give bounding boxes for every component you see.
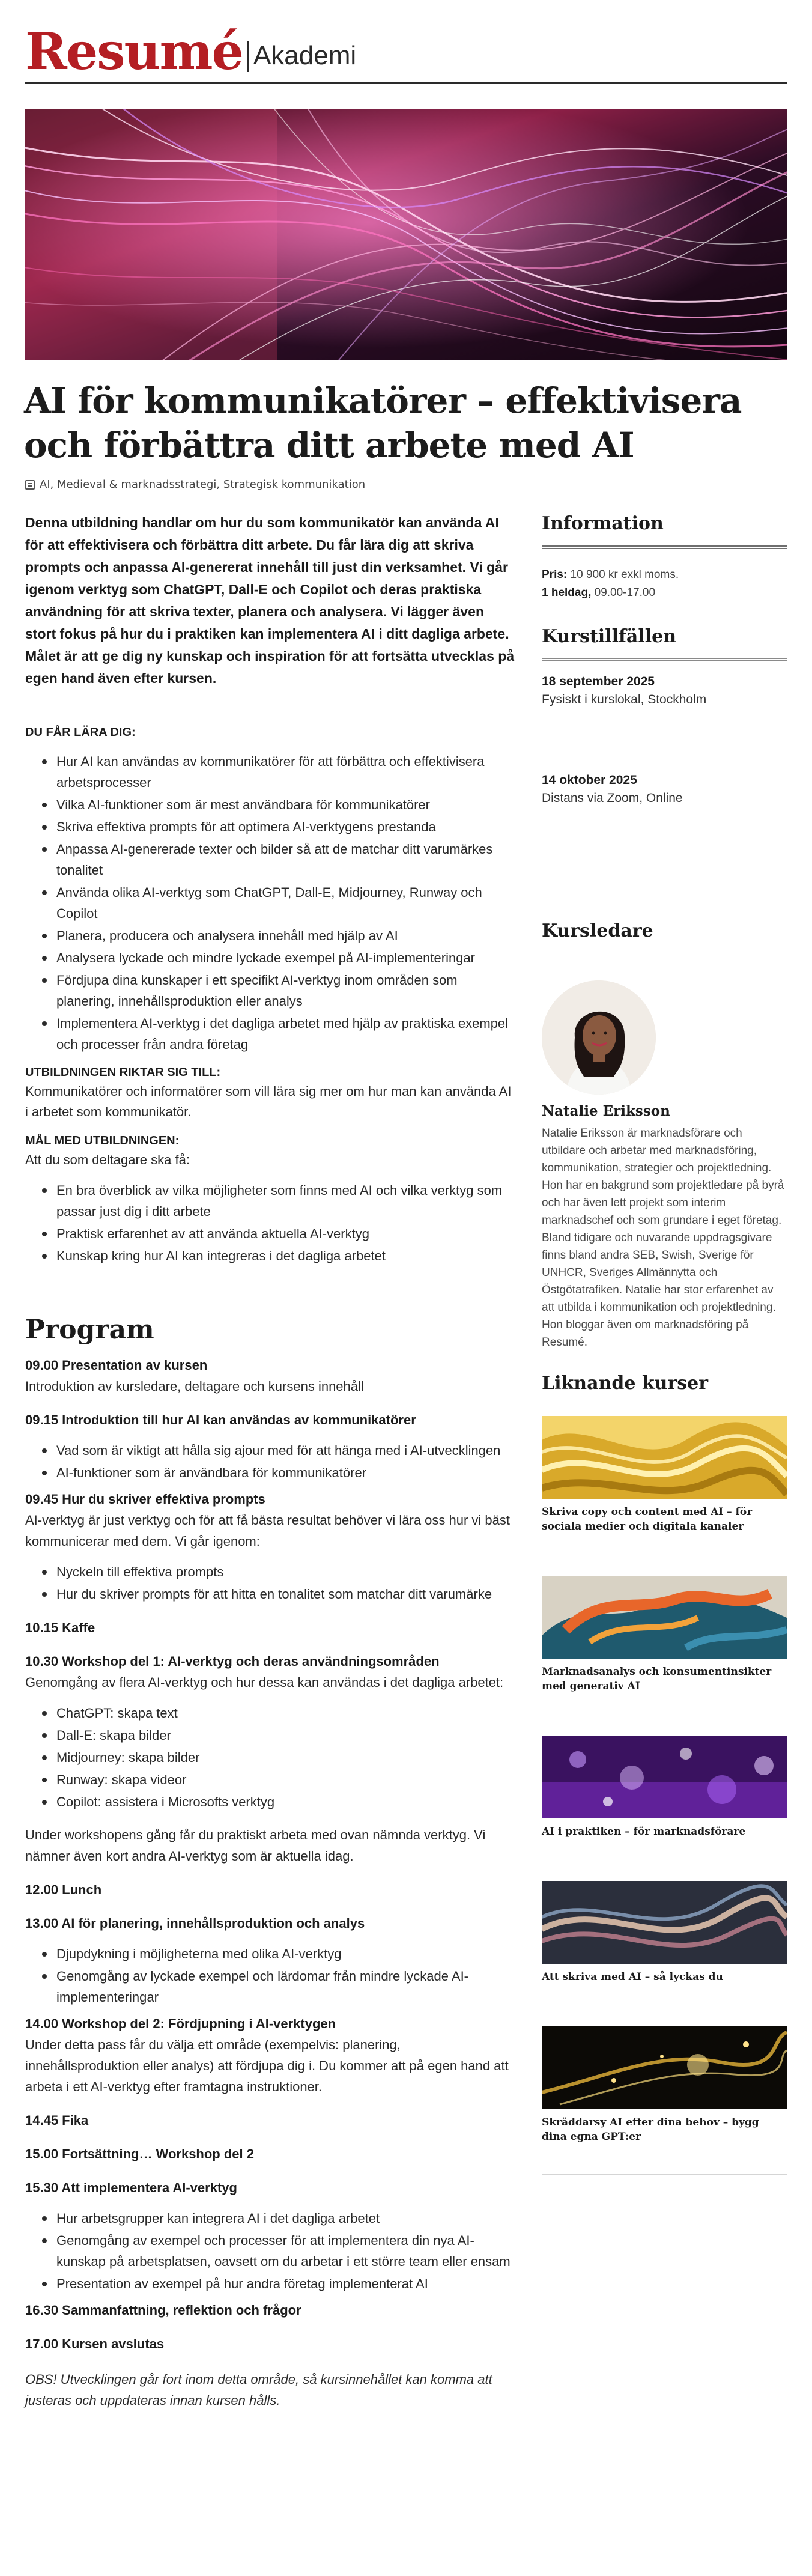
sidebar-divider [542,2174,787,2175]
list-item: Planera, producera och analysera innehåll med hjälp av AI [56,925,518,946]
program-slot-time: 15.00 Fortsättning… Workshop del 2 [25,2146,254,2161]
logo-resume: Resumé [25,22,243,81]
course-thumbnail [542,2026,787,2109]
list-item: Använda olika AI-verktyg som ChatGPT, Dall-E, Midjourney, Runway och Copilot [56,882,518,924]
occasions-section [542,625,787,807]
list-item: Nyckeln till effektiva prompts [56,1561,518,1582]
program-slot-list [25,1561,518,1605]
price-value: 10 900 kr exkl moms. [570,568,679,581]
learn-heading: DU FÅR LÄRA DIG: [25,726,136,739]
target-text: Kommunikatörer och informatörer som vill lära sig mer om hur man kan använda AI i arbetet som kommunikatör. [25,1084,512,1119]
leader-heading: Kursledare [542,919,787,955]
program-slot-list [25,2208,518,2294]
course-title: Att skriva med AI – så lyckas du [542,1971,723,1983]
list-item: Dall-E: skapa bilder [56,1725,518,1746]
course-thumbnail [542,1416,787,1499]
list-item: Analysera lyckade och mindre lyckade exempel på AI-implementeringar [56,947,518,968]
program-slot-desc: Genomgång av flera AI-verktyg och hur dessa kan användas i det dagliga arbetet: [25,1675,504,1690]
leader-section [542,919,787,1351]
occasion-date: 14 oktober 2025 [542,773,637,787]
leader-name: Natalie Eriksson [542,1103,670,1119]
program-slot-list [25,1440,518,1483]
list-item: Presentation av exempel på hur andra företag implementerat AI [56,2273,518,2294]
program-slot-note: Under workshopens gång får du praktiskt arbeta med ovan nämnda verktyg. Vi nämner även kort andra AI-verktyg som är aktuella idag. [25,1827,486,1864]
occasion-date: 18 september 2025 [542,675,655,688]
program-slot-time: 13.00 AI för planering, innehållsproduktion och analys [25,1916,365,1931]
program-heading: Program [25,1314,154,1345]
list-item: Fördjupa dina kunskaper i ett specifikt AI-verktyg inom områden som planering, innehållsproduktion eller analys [56,970,518,1012]
goal-text: Att du som deltagare ska få: [25,1152,190,1167]
course-title: Skriva copy och content med AI – för sociala medier och digitala kanaler [542,1506,753,1533]
list-item: Hur AI kan användas av kommunikatörer för att förbättra och effektivisera arbetsprocesser [56,751,518,793]
occasion-item[interactable] [542,673,787,709]
category-list [25,478,365,491]
list-item: ChatGPT: skapa text [56,1703,518,1724]
duration-label: 1 heldag, [542,586,592,599]
program-slot-time: 09.15 Introduktion till hur AI kan användas av kommunikatörer [25,1412,416,1427]
similar-course-card[interactable] [542,1736,787,1839]
list-item: Skriva effektiva prompts för att optimera AI-verktygens prestanda [56,816,518,837]
paint-splash-image [542,1576,787,1659]
logo-divider [247,41,249,72]
occasions-heading: Kurstillfällen [542,625,787,661]
main-content [25,512,518,2411]
course-title: AI i praktiken – för marknadsförare [542,1826,746,1838]
course-lead: Denna utbildning handlar om hur du som kommunikatör kan använda AI för att effektivisera och förbättra ditt arbete. Du får lära dig att skriva prompts och anpassa AI-genererat innehåll till just din verksamhet. Vi går igenom verktyg som ChatGPT, Dall-E och Copilot och deras praktiska användning för att skriva texter, planera och analysera. Vi lägger även stort fokus på hur du i praktiken kan implementera AI i ditt dagliga arbete. Målet är att ge dig ny kunskap och inspiration för att fortsätta utvecklas på egen hand även efter kursen. [25,515,515,686]
similar-course-card[interactable] [542,1416,787,1534]
list-item: Hur du skriver prompts för att hitta en tonalitet som matchar ditt varumärke [56,1584,518,1605]
occasion-location: Fysiskt i kurslokal, Stockholm [542,693,707,706]
program-slot-desc: Introduktion av kursledare, deltagare och kursens innehåll [25,1379,364,1394]
leader-bio: Natalie Eriksson är marknadsförare och utbildare och arbetar med marknadsföring, kommunikation, strategier och projektledning. Hon har en bakgrund som projektledare på byrå och har även lett projekt som interim marknadschef och som grundare i eget företag. Bland tidigare och nuvarande uppdragsgivare finns bland andra SEB, Swish, Sverige för UNHCR, Sveriges Allmännytta och Östgötatrafiken. Natalie har stor erfarenhet av att utbilda i kommunikation och projektledning. Hon bloggar även om marknadsföring på Resumé. [542,1127,784,1349]
program-slot-time: 14.45 Fika [25,2113,89,2128]
similar-heading: Liknande kurser [542,1372,787,1405]
learn-list [25,751,518,1055]
program-slot-time: 09.00 Presentation av kursen [25,1358,208,1373]
soft-light-waves-image [542,1881,787,1964]
list-item: Kunskap kring hur AI kan integreras i det dagliga arbetet [56,1245,518,1266]
sidebar [542,512,787,2175]
category-icon [25,480,35,490]
duration-value: 09.00-17.00 [594,586,656,599]
program-slot-desc: Under detta pass får du välja ett område (exempelvis: planering, innehållsproduktion eller analys) att fördjupa dig i. Du kommer att på egen hand att arbeta i ett AI-verktyg efter framtagna instruktioner. [25,2037,509,2094]
list-item: Runway: skapa videor [56,1769,518,1790]
list-item: Praktisk erfarenhet av att använda aktuella AI-verktyg [56,1223,518,1244]
hero-image [25,109,787,360]
category-links[interactable]: AI, Medieval & marknadsstrategi, Strategisk kommunikation [40,478,366,491]
program-slot-list [25,1703,518,1812]
site-header [25,23,787,84]
purple-bokeh-image [542,1736,787,1818]
price-label: Pris: [542,568,568,581]
program-slot-time: 09.45 Hur du skriver effektiva prompts [25,1492,265,1507]
goal-list [25,1180,518,1266]
list-item: Djupdykning i möjligheterna med olika AI-verktyg [56,1943,518,1964]
program-slot-time: 14.00 Workshop del 2: Fördjupning i AI-verktygen [25,2016,336,2031]
occasion-location: Distans via Zoom, Online [542,791,683,805]
course-thumbnail [542,1736,787,1818]
program-slot-desc: AI-verktyg är just verktyg och för att få bästa resultat behöver vi lära oss hur vi bäst kommunicerar med dem. Vi går igenom: [25,1513,511,1549]
gold-waves-image [542,1416,787,1499]
course-thumbnail [542,1881,787,1964]
leader-portrait-icon [542,980,656,1095]
similar-course-card[interactable] [542,2026,787,2144]
course-title: Marknadsanalys och konsumentinsikter med generativ AI [542,1666,772,1692]
list-item: Anpassa AI-genererade texter och bilder så att de matchar ditt varumärkes tonalitet [56,839,518,881]
occasion-item[interactable] [542,771,787,807]
list-item: Genomgång av lyckade exempel och lärdomar från mindre lyckade AI-implementeringar [56,1966,518,2008]
program-slot-time: 17.00 Kursen avslutas [25,2336,165,2351]
page-title: AI för kommunikatörer – effektivisera och förbättra ditt arbete med AI [24,380,742,466]
program-slot-time: 10.15 Kaffe [25,1620,95,1635]
list-item: En bra överblick av vilka möjligheter som finns med AI och vilka verktyg som passar just dig i ditt arbete [56,1180,518,1222]
avatar [542,980,656,1095]
list-item: Hur arbetsgrupper kan integrera AI i det dagliga arbetet [56,2208,518,2229]
price-row [542,566,787,602]
similar-course-card[interactable] [542,1881,787,1984]
logo-akademi: Akademi [253,41,357,70]
program-slot-time: 10.30 Workshop del 1: AI-verktyg och deras användningsområden [25,1654,440,1669]
program-slot-time: 12.00 Lunch [25,1882,102,1897]
abstract-light-waves-image [25,109,787,360]
program-slot-list [25,1943,518,2008]
list-item: AI-funktioner som är användbara för kommunikatörer [56,1462,518,1483]
list-item: Vilka AI-funktioner som är mest användbara för kommunikatörer [56,794,518,815]
list-item: Genomgång av exempel och processer för att implementera din nya AI-kunskap på arbetsplatsen, oavsett om du arbetar i ett större team eller ensam [56,2230,518,2272]
list-item: Midjourney: skapa bilder [56,1747,518,1768]
program-slot-time: 16.30 Sammanfattning, reflektion och frågor [25,2303,301,2318]
course-thumbnail [542,1576,787,1659]
site-logo[interactable] [25,24,356,79]
list-item: Copilot: assistera i Microsofts verktyg [56,1791,518,1812]
program-slot-time: 15.30 Att implementera AI-verktyg [25,2180,237,2195]
course-title: Skräddarsy AI efter dina behov – bygg dina egna GPT:er [542,2116,759,2143]
program-disclaimer: OBS! Utvecklingen går fort inom detta område, så kursinnehållet kan komma att justeras och uppdateras innan kursen hålls. [25,2372,492,2408]
golden-particles-image [542,2026,787,2109]
similar-course-card[interactable] [542,1576,787,1694]
target-heading: UTBILDNINGEN RIKTAR SIG TILL: [25,1066,221,1079]
list-item: Vad som är viktigt att hålla sig ajour med för att hänga med i AI-utvecklingen [56,1440,518,1461]
list-item: Implementera AI-verktyg i det dagliga arbetet med hjälp av praktiska exempel och processer från andra företag [56,1013,518,1055]
info-heading: Information [542,512,787,549]
goal-heading: MÅL MED UTBILDNINGEN: [25,1134,180,1147]
